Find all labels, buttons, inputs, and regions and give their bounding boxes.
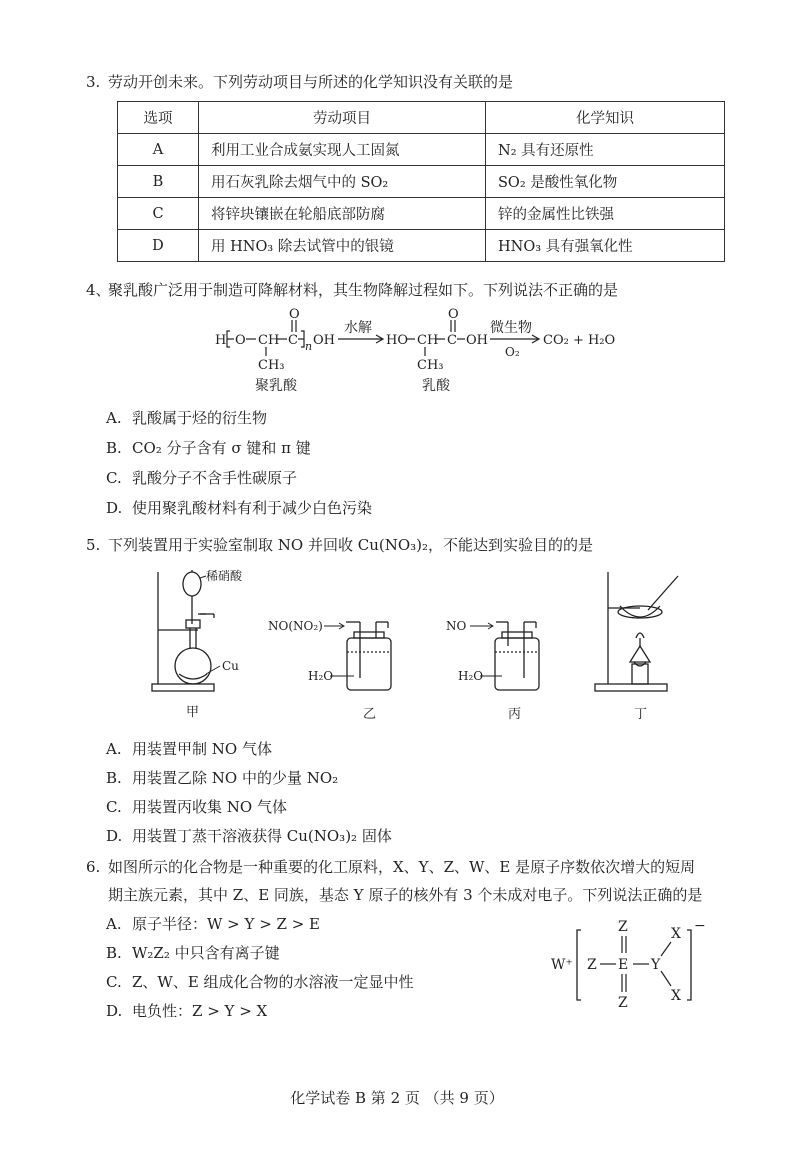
products: CO₂ + H₂O bbox=[543, 333, 616, 348]
lactic-methyl: CH₃ bbox=[417, 358, 444, 373]
lactic-oh: OH bbox=[466, 333, 488, 348]
q4-option-c: C. 乳酸分子不含手性碳原子 bbox=[106, 469, 298, 487]
label-lactic-acid: 乳酸 bbox=[422, 378, 450, 394]
q6-option-a: A. 原子半径：W > Y > Z > E bbox=[106, 915, 321, 933]
polymer-n: n bbox=[305, 340, 313, 353]
label-apparatus-ding: 丁 bbox=[634, 707, 648, 722]
page-footer: 化学试卷 B 第 2 页 （共 9 页） bbox=[290, 1089, 504, 1107]
structure-x-top: X bbox=[671, 926, 681, 942]
q5-option-c: C. 用装置丙收集 NO 气体 bbox=[106, 798, 287, 816]
structure-y: Y bbox=[651, 957, 661, 973]
lactic-ch: CH bbox=[417, 333, 439, 348]
structure-z-top: Z bbox=[618, 919, 628, 935]
structure-e: E bbox=[618, 957, 629, 973]
polylactic-acid-degradation-scheme bbox=[200, 306, 620, 398]
apparatus-figure bbox=[140, 566, 700, 726]
table-header-cell: 选项 bbox=[118, 102, 199, 134]
structure-x-bottom: X bbox=[671, 988, 681, 1004]
q6-option-b: B. W₂Z₂ 中只含有离子键 bbox=[106, 944, 280, 962]
table-header-cell: 劳动项目 bbox=[199, 102, 486, 134]
polymer-h: H bbox=[215, 333, 227, 348]
arrow-microbe-label: 微生物 bbox=[490, 320, 532, 336]
polymer-ch: CH bbox=[258, 333, 280, 348]
compound-structure bbox=[545, 914, 715, 1010]
label-apparatus-yi: 乙 bbox=[363, 707, 377, 722]
label-bing-water: H₂O bbox=[458, 669, 484, 683]
question-6-stem-line2: 期主族元素，其中 Z、E 同族，基态 Y 原子的核外有 3 个未成对电子。下列说法正确的是 bbox=[108, 886, 703, 904]
question-3-table bbox=[117, 101, 725, 262]
q5-option-a: A. 用装置甲制 NO 气体 bbox=[106, 740, 272, 758]
structure-cation: W⁺ bbox=[551, 957, 573, 973]
label-dilute-nitric-acid: 稀硝酸 bbox=[206, 569, 243, 583]
label-apparatus-jia: 甲 bbox=[186, 705, 200, 720]
table-header-cell: 化学知识 bbox=[486, 102, 725, 134]
arrow-oxygen-label: O₂ bbox=[505, 345, 520, 359]
label-copper: Cu bbox=[222, 659, 239, 673]
lactic-ho: HO bbox=[386, 333, 408, 348]
q6-option-c: C. Z、W、E 组成化合物的水溶液一定显中性 bbox=[106, 973, 414, 991]
question-3-stem: 3. 劳动开创未来。下列劳动项目与所述的化学知识没有关联的是 bbox=[86, 73, 514, 91]
lactic-carbonyl-o: O bbox=[448, 307, 459, 322]
polymer-methyl: CH₃ bbox=[258, 358, 285, 373]
label-polylactic-acid: 聚乳酸 bbox=[255, 378, 297, 394]
q5-option-b: B. 用装置乙除 NO 中的少量 NO₂ bbox=[106, 769, 339, 787]
structure-charge: − bbox=[694, 918, 706, 934]
label-apparatus-bing: 丙 bbox=[508, 707, 522, 722]
question-6-stem-line1: 6. 如图所示的化合物是一种重要的化工原料，X、Y、Z、W、E 是原子序数依次增大的短周 bbox=[86, 858, 696, 876]
polymer-carbonyl-o: O bbox=[289, 307, 300, 322]
polymer-oh: OH bbox=[313, 333, 335, 348]
table-row: D 用 HNO₃ 除去试管中的银镜 HNO₃ 具有强氧化性 bbox=[118, 230, 725, 262]
label-bing-gas: NO bbox=[446, 619, 467, 633]
table-row: B 用石灰乳除去烟气中的 SO₂ SO₂ 是酸性氧化物 bbox=[118, 166, 725, 198]
polymer-o: O bbox=[235, 333, 246, 348]
q4-option-d: D. 使用聚乳酸材料有利于减少白色污染 bbox=[106, 499, 373, 517]
table-row: A 利用工业合成氨实现人工固氮 N₂ 具有还原性 bbox=[118, 134, 725, 166]
question-5-stem: 5. 下列装置用于实验室制取 NO 并回收 Cu(NO₃)₂，不能达到实验目的的是 bbox=[86, 536, 594, 554]
arrow-hydrolysis-label: 水解 bbox=[344, 320, 372, 336]
polymer-c: C bbox=[288, 333, 298, 348]
table-row: C 将锌块镶嵌在轮船底部防腐 锌的金属性比铁强 bbox=[118, 198, 725, 230]
q6-option-d: D. 电负性：Z > Y > X bbox=[106, 1002, 268, 1020]
q4-option-a: A. 乳酸属于烃的衍生物 bbox=[106, 409, 268, 427]
label-yi-gas: NO(NO₂) bbox=[268, 619, 323, 633]
q4-option-b: B. CO₂ 分子含有 σ 键和 π 键 bbox=[106, 439, 311, 457]
q5-option-d: D. 用装置丁蒸干溶液获得 Cu(NO₃)₂ 固体 bbox=[106, 827, 392, 845]
label-yi-water: H₂O bbox=[308, 669, 334, 683]
question-4-stem: 4、聚乳酸广泛用于制造可降解材料，其生物降解过程如下。下列说法不正确的是 bbox=[86, 281, 619, 299]
structure-z-left: Z bbox=[587, 957, 597, 973]
structure-z-bottom: Z bbox=[618, 995, 628, 1010]
table-header-row bbox=[118, 102, 725, 134]
lactic-c: C bbox=[447, 333, 457, 348]
